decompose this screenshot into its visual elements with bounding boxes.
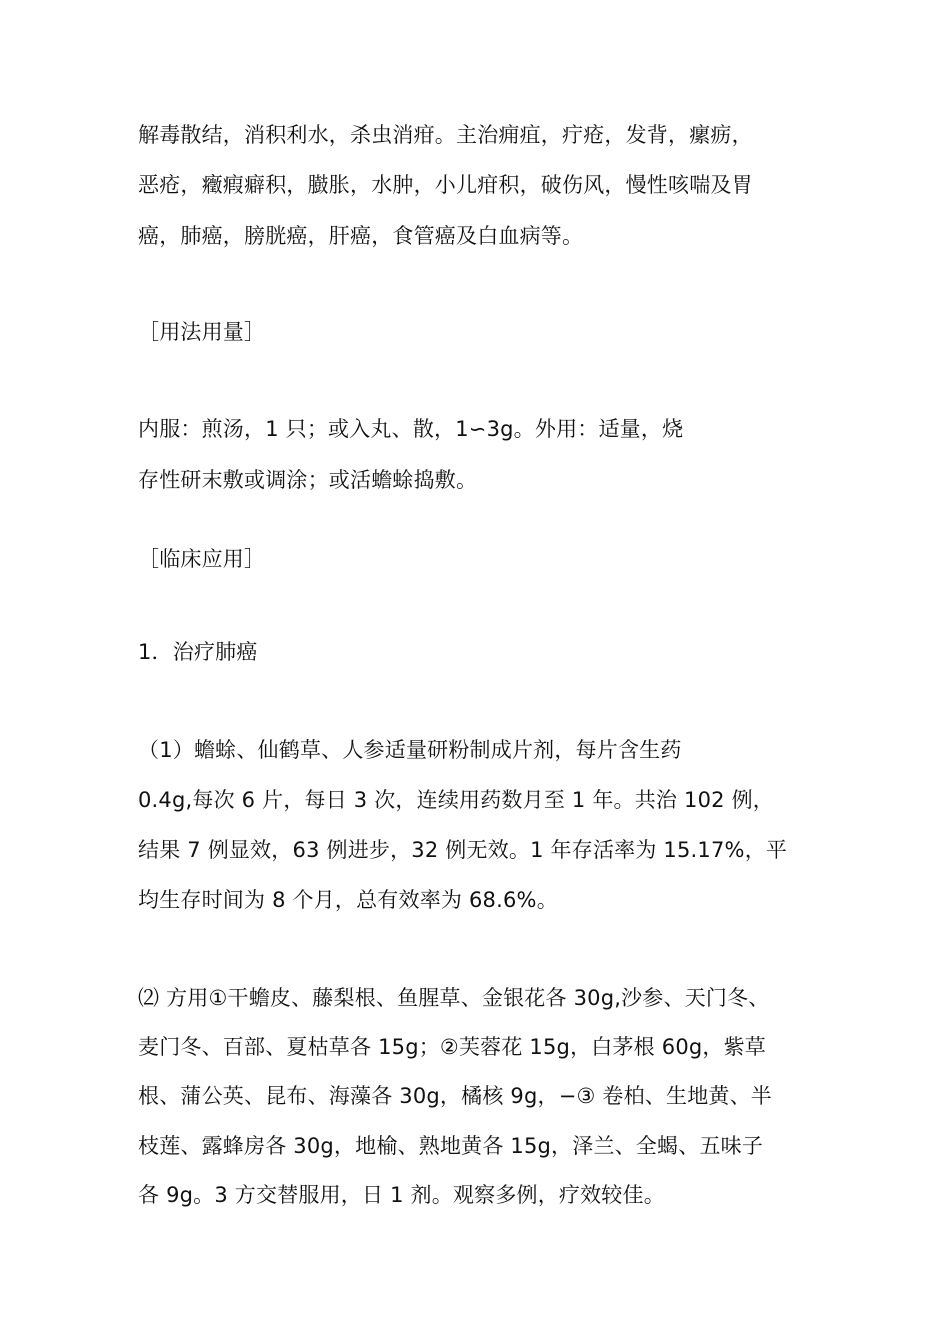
case-2-line-1: ⑵ 方用①干蟾皮、藤梨根、鱼腥草、金银花各 30g,沙参、天门冬、 [138,986,770,1010]
case-2-line-3: 根、蒲公英、昆布、海藻各 30g，橘核 9g，−③ 卷柏、生地黄、半 [138,1084,772,1108]
effects-line-2: 恶疮，癥瘕癖积，臌胀，水肿，小儿疳积，破伤风，慢性咳喘及胃 [138,173,753,197]
effects-line-3: 癌，肺癌，膀胱癌，肝癌，食管癌及白血病等。 [138,224,584,248]
usage-heading: ［用法用量］ [138,320,266,344]
clinical-heading: ［临床应用］ [138,547,266,571]
item-1-title: 1．治疗肺癌 [138,640,258,664]
case-1-line-4: 均生存时间为 8 个月，总有效率为 68.6%。 [138,888,558,912]
case-1-line-3: 结果 7 例显效，63 例进步，32 例无效。1 年存活率为 15.17%，平 [138,838,788,862]
case-1-line-2: 0.4g,每次 6 片，每日 3 次，连续用药数月至 1 年。共治 102 例， [138,788,774,812]
usage-line-1: 内服：煎汤，1 只；或入丸、散，1∽3g。外用：适量，烧 [138,417,684,441]
usage-line-2: 存性研末敷或调涂；或活蟾蜍捣敷。 [138,468,478,492]
case-2-line-4: 枝莲、露蜂房各 30g，地榆、熟地黄各 15g，泽兰、全蝎、五味子 [138,1134,764,1158]
case-1-line-1: （1）蟾蜍、仙鹤草、人参适量研粉制成片剂，每片含生药 [138,738,682,762]
case-2-line-5: 各 9g。3 方交替服用，日 1 剂。观察多例，疗效较佳。 [138,1183,665,1207]
case-2-line-2: 麦门冬、百部、夏枯草各 15g；②芙蓉花 15g，白茅根 60g，紫草 [138,1035,767,1059]
effects-line-1: 解毒散结，消积利水，杀虫消疳。主治痈疽，疔疮，发背，瘰疬， [138,123,753,147]
